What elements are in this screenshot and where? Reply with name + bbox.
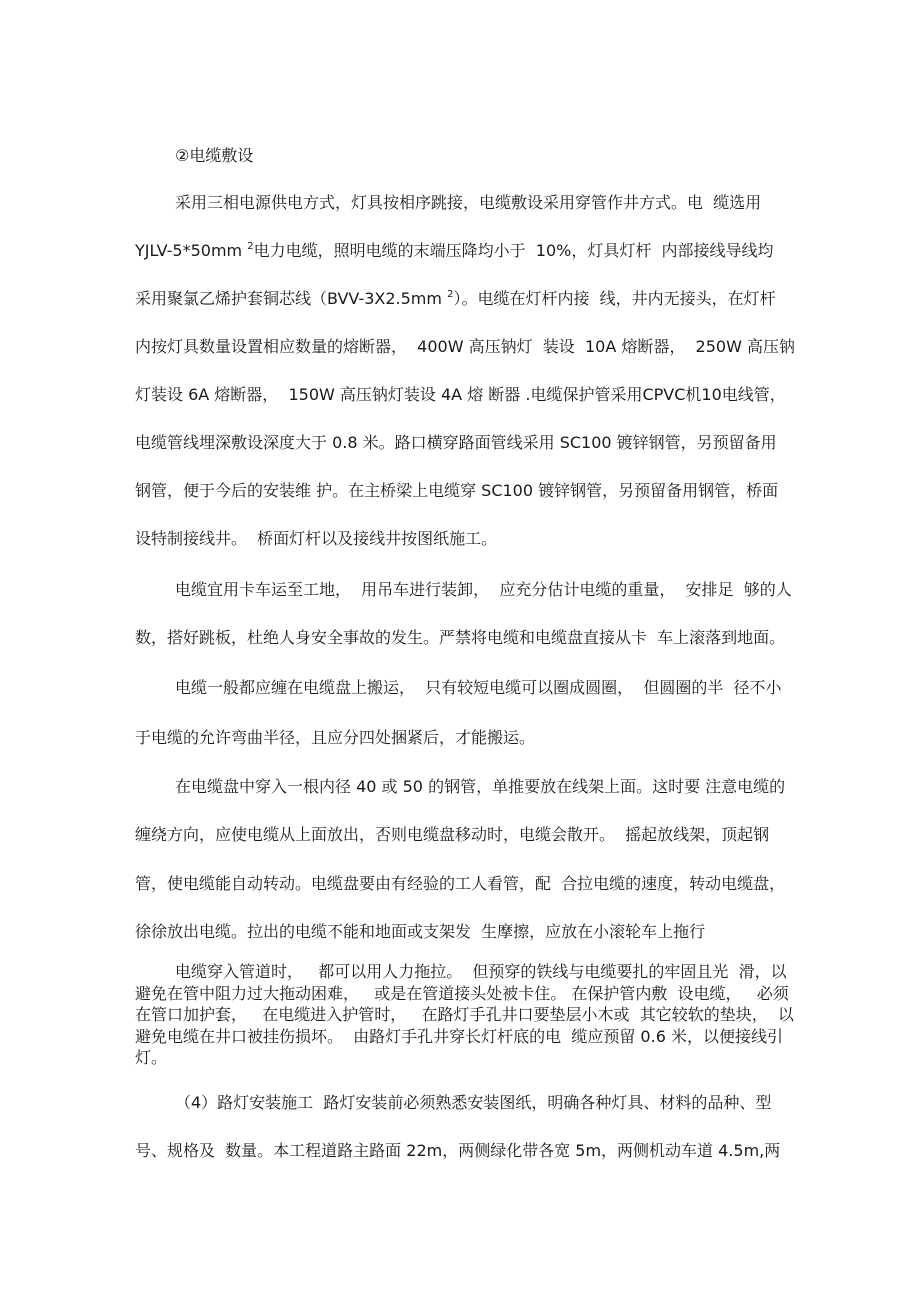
paragraph-1-line-4: 内按灯具数量设置相应数量的熔断器， 400W 高压钠灯 装设 10A 熔断器， 250W 高压钠	[135, 337, 795, 356]
paragraph-4-line-1: 在电缆盘中穿入一根内径 40 或 50 的钢管，单推要放在线架上面。这时要 注意电缆的	[175, 777, 786, 796]
paragraph-4-line-4: 徐徐放出电缆。拉出的电缆不能和地面或支架发 生摩擦，应放在小滚轮车上拖行	[135, 922, 706, 941]
paragraph-5-line-2: 避免在管中阻力过大拖动困难， 或是在管道接头处被卡住。 在保护管内敷 设电缆， 必须	[135, 984, 789, 1003]
paragraph-6-line-1: （4）路灯安装施工 路灯安装前必须熟悉安装图纸，明确各种灯具、材料的品种、型	[175, 1093, 772, 1112]
paragraph-3-line-2: 于电缆的允许弯曲半径，且应分四处捆紧后，才能搬运。	[135, 728, 536, 747]
paragraph-1-line-8: 设特制接线井。 桥面灯杆以及接线井按图纸施工。	[135, 529, 498, 548]
paragraph-4-line-2: 缠绕方向，应使电缆从上面放出，否则电缆盘移动时，电缆会散开。 摇起放线架，顶起钢	[135, 825, 770, 844]
paragraph-5-line-5: 灯。	[135, 1048, 168, 1067]
paragraph-6-line-2: 号、规格及 数量。本工程道路主路面 22m，两侧绿化带各宽 5m，两侧机动车道 4.5m,两	[135, 1141, 781, 1160]
paragraph-5-line-3: 在管口加护套， 在电缆进入护管时， 在路灯手孔井口要垫层小木或 其它较软的垫块， 以	[135, 1005, 794, 1024]
paragraph-4-line-3: 管，使电缆能自动转动。电缆盘要由有经验的工人看管，配 合拉电缆的速度，转动电缆盘，	[135, 874, 786, 893]
paragraph-2-line-1: 电缆宜用卡车运至工地， 用吊车进行装卸， 应充分估计电缆的重量， 安排足 够的人	[175, 580, 792, 599]
paragraph-1-line-1: 采用三相电源供电方式，灯具按相序跳接，电缆敷设采用穿管作井方式。电 缆选用	[175, 193, 762, 212]
paragraph-1-line-3: 采用聚氯乙烯护套铜芯线（BVV-3X2.5mm $^2$）。电缆在灯杆内接 线，井内无接头，在灯杆	[135, 289, 776, 308]
paragraph-5-line-4: 避免电缆在井口被挂伤损坏。 由路灯手孔井穿长灯杆底的电 缆应预留 0.6 米，以便接线引	[135, 1027, 783, 1046]
paragraph-1-line-5: 灯装设 6A 熔断器， 150W 高压钠灯装设 4A 熔 断器 .电缆保护管采用CPVC机10电线管，	[135, 385, 786, 404]
paragraph-1-line-7: 钢管，便于今后的安装维 护。在主桥梁上电缆穿 SC100 镀锌钢管，另预留备用钢管，桥面	[135, 481, 779, 500]
paragraph-3-line-1: 电缆一般都应缠在电缆盘上搬运， 只有较短电缆可以圈成圆圈， 但圆圈的半 径不小	[175, 678, 782, 697]
paragraph-5-line-1: 电缆穿入管道时， 都可以用人力拖拉。 但预穿的铁线与电缆要扎的牢固且光 滑，以	[175, 962, 787, 981]
paragraph-2-line-2: 数，搭好跳板，杜绝人身安全事故的发生。严禁将电缆和电缆盘直接从卡 车上滚落到地面。	[135, 628, 786, 647]
paragraph-1-line-6: 电缆管线埋深敷设深度大于 0.8 米。路口横穿路面管线采用 SC100 镀锌钢管，另预留备用	[135, 433, 777, 452]
paragraph-1-line-2: YJLV-5*50mm $^2$电力电缆，照明电缆的末端压降均小于 10%，灯具灯杆 内部接线导线均	[135, 241, 774, 260]
section-heading: ②电缆敷设	[175, 146, 254, 165]
